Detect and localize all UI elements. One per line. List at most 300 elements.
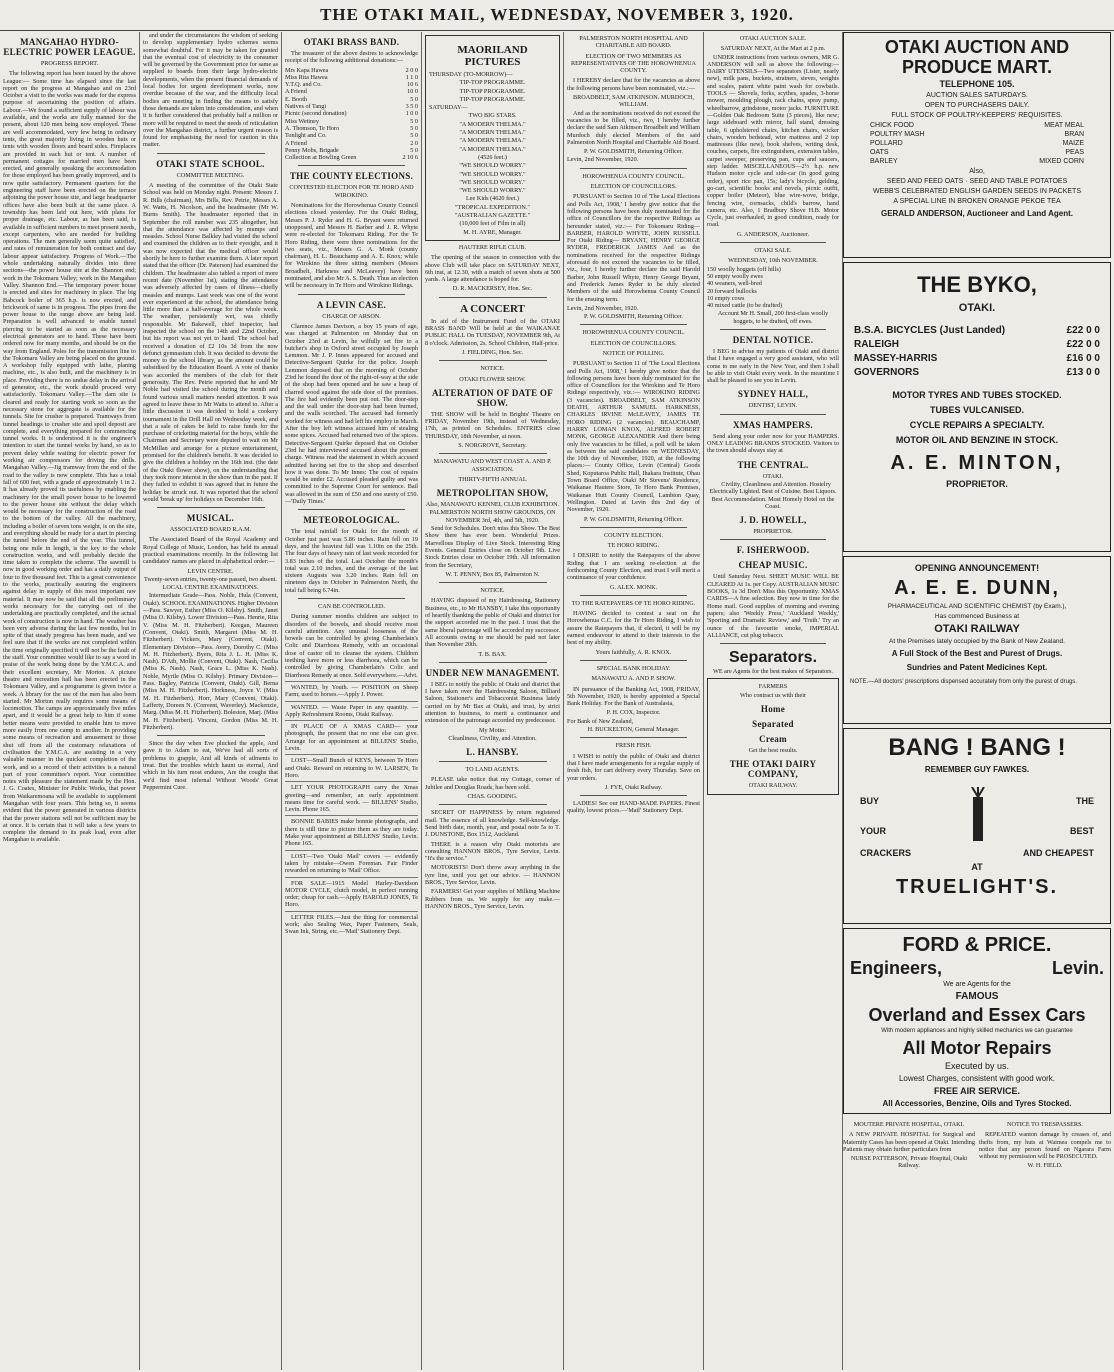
advert-headline: TRUELIGHT'S. [895,876,1059,898]
donation-amount: 5 0 [410,132,418,140]
donation-amount: 3 5 0 [405,103,418,111]
donation-amount: 5 0 [410,146,418,154]
classified-ad: FARMERS! Get your supplies of Milking Machine Rubbers from us. We supply for any make.—HANNON BROS., Tyre Service, Levin. [425,888,560,910]
donation-name: Collection at Bowling Green [285,154,357,162]
sale-item: 20 forward bullocks [707,287,757,295]
advert-line: TIP-TOP PROGRAMME. [459,79,526,87]
produce-row [870,130,1084,139]
advert-word: AND CHEAPEST [1022,848,1094,858]
advert-line: Executed by us. [944,1061,1010,1071]
classified-ad: BONNIE BABIES make bonnie photographs, and there is still time to picture them as they are today. Make your appointment at BILLENS' Studio, Levin. Phone 165. [285,815,418,847]
notice-date: Levin, 2nd November, 1920. [567,304,639,312]
advert-line: "TROPICAL EXPEDITION." [455,203,530,211]
classified-ad: IN PLACE OF A XMAS CARD— your photograph, the present that no one else can give. Arrange for an appointment at BILLENS' Studio, Levin. [285,720,418,752]
donation-row [285,88,418,95]
notice-sig: G. ALEX. MONK. [609,583,658,591]
sale-item: 50 empty woolly ewes [707,272,763,280]
classified-ad: WANTED, by Youth. — POSITION on Sheep Farm; used to horses.—Apply J. Power. [285,681,418,699]
notice-head: FRESH FISH. [615,742,652,750]
bicycle-price: £22 0 0 [1066,339,1100,350]
advert-line: With modern appliances and highly skilled mechanics we can guarantee [881,1028,1073,1034]
donation-amount: 1 0 0 [405,110,418,118]
notice-names: BROADBELT, SAM ATKINSON. MURDOCH, WILLIAM. [572,94,694,109]
bicycle-row [854,338,1100,352]
donation-name: Miss Wetiney [285,117,319,125]
notice-sig: W. H. FIELD. [1027,1162,1063,1170]
advert-line: All Accessories, Benzine, Oils and Tyres Stocked. [882,1099,1072,1108]
advert-sig: J. D. HOWELL, [739,515,807,526]
donation-amount: 1 1 0 [405,73,418,81]
notice-head: HOROWHENUA COUNTY COUNCIL. [582,172,685,180]
advert-line: AT [971,862,983,872]
firework-icon [958,787,998,845]
article-body: The total rainfall for Otaki for the month of October just past was 5.86 inches. Rain fell on 19 days, and the heaviest fall was 1.10in on the 25th. The four days of heavy rain of last week recorded for 3.83 inches of the total. Last October the month's total was 2.10 inches, and the average of the last sixteen Augusts was 3.20 inches. Rain fell on nineteen days in October in Palmerston North, the total fall being 6.74in. [285,528,418,594]
advert-headline: THE CENTRAL. [737,459,809,470]
donation-amount: 5 0 [410,95,418,103]
advert-line: Lowest Charges, consistent with good work. [898,1074,1056,1083]
notice-trespassers [979,1118,1111,1171]
donation-list [285,67,418,162]
article-headline: OTAKI BRASS BAND. [303,37,400,47]
advert-body: I BEG to notify the public of Otaki and district that I have taken over the Hairdressing Saloon, Billiard Saloon, Stationer's and Tobacconist Business lately carried on by Mr Bax at Otaki, and trust, by strict attention to business, to merit a continuance and extension of the patronage accorded my predecessor. [425,680,560,725]
advert-headline: BANG ! BANG ! [888,734,1066,761]
article-subhead: CHARGE OF ARSON. [322,312,381,320]
donation-row [285,110,418,117]
notice-head: OTAKI FLOWER SHOW. [459,375,526,383]
notice-sig: NURSE PATTERSON, Private Hospital, Otaki Railway. [850,1155,968,1170]
advert-line: Separated [752,719,794,729]
advert-truelight [843,728,1111,924]
donation-row [285,81,418,88]
advert-headline: SYDNEY HALL, [737,389,809,400]
donation-name: A Friend [285,139,307,147]
advert-headline: METROPOLITAN SHOW, [436,488,549,499]
notice-line: Account Mr H. Small, 200 first-class woolly hoggets, to be drafted, off ewes. [717,310,829,325]
donation-name: Mrs Kapa Hawea [285,66,329,74]
notice-subhead: NOTICE OF POLLING. [602,349,665,357]
notice-head: PALMERSTON NORTH HOSPITAL AND CHARITABLE AID BOARD. [579,35,688,50]
advert-body: WE are Agents for the best makes of Separators. [713,668,834,676]
advert-line: Has commenced Business at [934,613,1020,620]
notice-subhead: TE HORO RIDING. [607,542,660,550]
advert-headline: ALTERATION OF DATE OF SHOW. [431,387,554,408]
classified-ad: FOR SALE—1915 Model Harley-Davidson MOTOR CYCLE, clutch model, in perfect running order; cheap for cash.—Apply HAROLD JONES, Te Horo. [285,877,418,909]
bicycle-name: RALEIGH [854,339,899,350]
donation-row [285,103,418,110]
article-body: and under the circumstances the wisdom of seeking to develop supplementary hydro schemes seems somewhat doubtful. For it may be taken for granted that the eventual cost of electricity to the consumer will be governed by the Government price for same as supplied to boards from their large hydro-electric developments, when the present financial demands of local bodies for urgent development works, now overdue because of the war, and the difficulty local bodies are meeting in finding the means to satisfy those demands are taken into consideration, and when it is further considered that probably half a million or more will be required to meet the needs of reticulation over the Mangahao district, a further urgent reason is found for emphasising the need for caution in this matter. [143,32,278,149]
produce-item: BRAN [1064,131,1084,138]
produce-item: MAIZE [1062,140,1084,147]
sale-item: 150 woolly hoggets (off hills) [707,265,781,273]
notice-head: TO THE RATEPAYERS OF TE HORO RIDING. [571,599,696,607]
notice-body: I WISH to notify the public of Otaki and district that I have made arrangements for a regular supply of fresh fish, for cart delivery every Thursday. Save on your orders. [567,752,700,782]
advert-note: NOTE.—All doctors' prescriptions dispensed accurately from only the purest of drugs. [850,679,1077,685]
article-body: The following report has been issued by the above League:— Some time has elapsed since the last report on the progress at Mangahao and on 23rd October a visit to the works was made for the express purpose of ascertaining the position of affairs. Labour.—We found a sufficient supply of labour was available, and the works are fully manned for the present, about 120 men being now employed. These are well accommodated, very few being in ordinary tents, the great majority living in wooden huts or tents with wooden floors and board sides. Fireplaces are provided in each hut or tent. A number of permanent cottages for married men have been erected, and generally speaking the accommodation for those employed has been greatly improved, and is now quite satisfactory. Permanent quarters for the engineering staff have been erected on the terrace adjoining the power house site, and large headquarter offices have also been built at the same place. A township has been laid out here, with plans for proper drainage, etc. Labour, as has been said, is available in sufficient numbers to meet present needs, except carpenters, who are needed for building operations. The men generally seem quite satisfied, and rates of remuneration for both contract and day labour appear satisfactory. Progress of Work.—The whole undertaking naturally divides into three sections—the power house site at the Shannon end; work in the Tokomaru Valley; work in the Mangahao Valley. Shannon End.—The temporary power house is erected and sites for machinery in place. The big Babcock boiler of 365 h.p. is now erected, and brickwork of same is in progress. The pipes from the power house to the range above are being laid. Preparation is well advanced to enable tunnel piercing to be started as soon as the necessary electrical generators are to hand. These have been ordered now for many months, and should be on the way from England. Poles for the transmission line to the Tokomaru Valley are being placed on the ground. A workshop fully equipped with lathe, planing machine, etc., is also built, and the machinery is in place. Providing there is no undue delay in the arrival of generator, etc., the work should proceed very satisfactorily. Tokomaru Valley.—The dam site is cleared and ready for starting work so soon as the necessary stone for aggregate is available for the tunnels. Site for crusher is prepared. Tramways from tunnel headings to crusher site and spoil deposit are complete, and everything prepared for commencing tunnel works. It is understood it is the engineer's intention to start the tunnel works by hand, so as to prevent delay while waiting for electric power for working air compressors for driving the drills. Mangahao Valley.—Jig tramway from the end of the road to the valley is now complete. This has a total fall of 600 feet, with a grade of approximately 1 in 2. It has already proved its usefulness by enabling the machinery for the small power house to be lowered to the power house site without the delay which would be necessary for the construction of the road to the bottom of the valley. All the machinery, including a boiler of seven tons weight, is on the site, and everything should be ready for a start in piercing the tunnel before the end of the year. This tunnel, being one mile in length, is the key to the whole construction works, and will probably decide the time taken to complete the scheme. The sawmill is now in good working order and has a daily output of four to five thousand feet. This is a great convenience to the works, practically assuring the engineers against delay in supply of this most important raw material. It may now be said that all the preliminary works necessary for the carrying out of the undertaking are practically completed, and the actual work of construction is now in hand. The weather has been very adverse during the last few months, but in spite of that steady progress has been made, and we feel sure that if the works are not completed within the time originally specified it will not be the fault of the staff. Your committee would like to say a word in praise of the work being done by the Y.M.C.A. and their excellent secretary, Mr Morton. A picture theatre and recreation hall has been erected in the Tokomaru Valley, and a programme is given twice a week. A library for the use of the men has also been started. Mr Morton really requires some means of locomotion. The camps are approximately five miles apart, and it would be a great help to him if some better means were provided to enable him to move more easily from one camp to another. In providing some means of recreation and amusement to those shut off from all the customary relaxations of civilisation the Y.M.C.A. are assisting in a very valuable manner in the quickest completion of the work, and so a record of their activities is a natural part of your committee's report. Your committee notes with pleasure the statement made by the Hon. J. G. Coates, Minister for Public Works, that power from Waikaremoana will be available to supplement Mangahao with four years. This being so, it seems evident that the power generated in various districts that the power stations will not be sufficient may be at once. It is certain that it will take a few years to complete the demand to its peak load, even after Mangahao is available. [3,70,136,844]
column-6 [704,32,842,1370]
advert-ford-price [843,928,1111,1114]
advert-line: Sundries and Patent Medicines Kept. [906,663,1048,672]
article-body: The Associated Board of the Royal Academy and Royal College of Music, London, has held its annual practical examinations recently. In the following list candidates' names are placed in alphabetical order:— [143,536,278,566]
notice-head: NOTICE. [480,365,505,373]
notice-sig: P. W. GOLDSMITH, Returning Officer. [584,313,683,321]
notice-hospital [843,1118,975,1171]
bicycle-price: £13 0 0 [1066,367,1100,378]
column-2 [140,32,281,1370]
advert-line: "WE SHOULD WORRY." [459,162,526,170]
produce-item: CHICK FOOD [870,122,914,129]
classified-ad: SECRET OF HAPPINESS by return registered mail. The essence of all knowledge. Self-knowledge. Send birth date, month, year, and postal note 5s to T. J. DUNSTONE, Box 1512, Auckland. [425,809,560,839]
donation-name: A. Thomson, Te Horo [285,124,340,132]
advert-line: MOTOR TYRES AND TUBES STOCKED. [892,390,1062,400]
advert-headline: UNDER NEW MANAGEMENT. [425,667,560,678]
advert-line: FARMERS [758,683,788,691]
advert-line: "A MODERN THELMA." [459,129,526,137]
notice-sig: W. T. PENNY, Box 85, Palmerston N. [445,570,540,578]
advert-line: "WE SHOULD WORRY." [459,178,526,186]
advert-headline: A. E. MINTON, [890,452,1064,474]
bottom-notices [843,1118,1111,1171]
notice-head: TO LAND AGENTS. [465,766,520,774]
advert-line: We are Agents for the [943,981,1011,988]
advert-line: "A MODERN THELMA." [459,145,526,153]
notice-sig: P. H. COX, Inspector. [606,709,661,717]
advert-line: TIP-TOP PROGRAMME. [459,87,526,95]
advert-line: Also, [969,168,985,175]
notice-line: WEDNESDAY, 10th NOVEMBER. [728,257,818,265]
notice-sig: P. W. GOLDSMITH, Returning Officer. [584,515,683,523]
article-headline: OTAKI STATE SCHOOL. [156,158,265,169]
advert-pictures [425,35,560,241]
advert-auction-mart [843,32,1111,258]
advert-line: REMEMBER GUY FAWKES. [924,765,1030,774]
notice-body: And as the nominations received do not exceed the vacancies to be filled, viz., two, I hereby further declare the said Sam Atkinson Broadbelt and William Murdoch duly elected Members of the said Palmerston North Hospital and Charitable Aid Board. [567,109,700,146]
advert-line: M. H. AYRE, Manager. [463,228,522,236]
bicycle-row [854,352,1100,366]
donation-row [285,154,418,161]
donation-name: A Friend [285,88,307,96]
produce-item: PEAS [1065,149,1084,156]
advert-line [860,786,886,846]
donation-row [285,67,418,74]
notice-head: MANAWATU AND WEST COAST A. AND P. ASSOCIATION. [433,458,552,473]
advert-line: FREE AIR SERVICE. [933,1086,1021,1096]
article-headline: MUSICAL. [186,513,235,524]
advert-line: My Motto: [479,726,506,734]
advert-line: "WE SHOULD WORRY." [459,170,526,178]
advert-line: THIRTY-FIFTH ANNUAL [458,475,527,483]
notice-body: The opening of the season in connection with the above Club will take place on SATURDAY NEXT, 6th inst, at 12.30, with a match of seven shots at 500 yards. A large attendance is hoped for. [425,254,560,284]
produce-row [870,121,1084,130]
notice-head: HAUTERE RIFLE CLUB. [458,243,527,251]
notice-head: OTAKI AUCTION SALE. [739,35,807,42]
advert-headline: XMAS HAMPERS. [733,419,813,430]
advert-line: OPENING ANNOUNCEMENT! [914,563,1040,573]
notice-sig: J. FIELDING, Hon. Sec. [461,348,524,356]
advert-body: I BEG to advise my patients of Otaki and district that I have engaged a very good assistant, who will come to me early in the New Year, and then I shall be able to visit Otaki every week. In the meantime I shall be pleased to see you in Levin. [707,347,839,385]
notice-sig: P. W. GOLDSMITH, Returning Officer. [584,148,683,156]
advert-line: PALMERSTON NORTH SHOW GROUNDS, ON NOVEMBER 3rd, 4th, and 5th, 1920. [429,509,556,524]
notice-body: For Bank of New Zealand, [567,717,634,725]
notice-head: NOTICE. [480,587,505,595]
bicycle-price: £22 0 0 [1066,325,1100,336]
advert-line: Lee Kids (4620 feet.) [466,195,519,203]
article-subhead: PROGRESS REPORT. [40,60,99,67]
advert-word: CRACKERS [860,848,912,858]
section-label: LOCAL CENTRE EXAMINATIONS. [162,584,259,592]
advert-headline: Separators. [728,649,818,667]
notice-subhead: ELECTION OF TWO MEMBERS AS REPRESENTATIVES OF THE HOROWHENUA COUNTY. [570,52,697,75]
advert-line: TUBES VULCANISED. [929,405,1024,415]
classified-ad: LADIES! See our HAND-MADE PAPERS. Finest quality, lowest prices.—'Mail' Stationery Dept. [567,800,700,815]
advert-line: At the Premises lately occupied by the Bank of New Zealand. [889,638,1065,645]
advert-headline: A. E. E. DUNN, [894,577,1060,599]
donation-row [285,96,418,103]
classified-ad: WANTED. — Waste Paper in any quantity. — Apply Refreshment Rooms, Otaki Railway. [285,701,418,719]
donation-row [285,132,418,139]
notice-body: HAVING decided to contest a seat on the Horowhenua C.C. for the Te Horo Riding, I wish to assure the Ratepayers that, if elected, it will be my earnest endeavour to attend to their interests to the best of my ability. [567,610,700,647]
advert-body: Send along your order now for your HAMPERS. ONLY LEADING BRANDS STOCKED. Visitors to the town should always stay at [707,432,839,455]
produce-row [870,139,1084,148]
advert-line: (4526 feet.) [478,153,507,161]
notice-body: I HEREBY declare that for the vacancies as above the following persons have been nominated, viz.:— [567,77,700,92]
notice-head: SPECIAL BANK HOLIDAY. [596,664,671,672]
advert-line: OTAKI RAILWAY [934,623,1020,635]
article-subhead: ASSOCIATED BOARD R.A.M. [169,526,252,534]
produce-item: MEAT MEAL [1044,122,1084,129]
advert-sig: GERALD ANDERSON, Auctioneer and Land Agent. [880,209,1073,218]
advert-line: PHARMACEUTICAL AND SCIENTIFIC CHEMIST (by Exam.), [887,603,1067,610]
sale-item: 40 weaners, well-bred [707,280,762,288]
donation-name: Natives of Tangi [285,103,327,111]
produce-item: BARLEY [870,158,898,165]
advert-body: THE SHOW will be held in Brights' Theatre on FRIDAY, November 19th, instead of Wednesday, 17th, as printed on Schedules. ENTRIES close THURSDAY, 18th November, at noon. [425,410,560,440]
donation-row [285,140,418,147]
classified-ad: LOST—Two 'Otaki Mail' covers — evidently taken by mistake—Owen Foreman. Fair Finder rewarded on returning to 'Mail' Office. [285,850,418,875]
bicycle-name: MASSEY-HARRIS [854,353,938,364]
notice-head: COUNTY ELECTION. [604,531,663,539]
advert-line: Cleanliness, Civility, and Attention. [448,734,537,742]
notice-sig: D. R. MACKERSEY, Hon. Sec. [452,285,533,293]
bicycle-price-list [854,324,1100,380]
advert-line [1070,786,1094,846]
donation-row [285,74,418,81]
advert-line: Get the best results. [748,747,798,754]
advert-headline: MAORILAND PICTURES [457,44,528,68]
classified-ad: LETTER FILES.—Just the thing for commercial work; also Sealing Wax, Paper Fasteners, Seals, Swan Ink, String, etc.—'Mail' Stationery Dept. [285,911,418,936]
classified-ad: LET YOUR PHOTOGRAPH carry the Xmas greeting—and remember, an early appointment means time for careful work. — BILLENS' Studio, Levin. Phone 165. [285,781,418,813]
advert-line: SEED AND FEED OATS · SEED AND TABLE POTATOES [886,178,1068,185]
article-headline: A LEVIN CASE. [316,299,387,310]
notice-sig: S. NORGROVE, Secretary. [458,441,527,449]
donation-name: Miss Rita Hawea [285,73,328,81]
produce-item: OATS [870,149,889,156]
notice-body: A NEW PRIVATE HOSPITAL for Surgical and Maternity Cases has been opened at Otaki. Intending Patients may obtain further particulars from [843,1131,975,1153]
notice-body: I DESIRE to notify the Ratepayers of the above Riding that I am seeking re-election at the forthcoming County Election, and trust I will merit a continuance of your confidence. [567,552,700,582]
donation-amount: 10 0 [407,88,418,96]
donation-amount: 2 10 6 [402,154,418,162]
advert-line: Cream [759,734,787,744]
notice-body: PURSUANT to Section 11 of 'The Local Elections and Polls Act, 1908,' I hereby give notice that the following persons have been duly nominated for the office of Councillors for the Wirokino and Te Horo Ridings respectively, viz.:— WIROKINO RIDING (3 vacancies). BROADBELT, SAM ATKINSON DEATH, ARTHUR SAMUEL HARKNESS, CHARLES IRVINE McLEAVEY, JAMES TE HORO RIDING (2 vacancies). BEAUCHAMP, HARRY LOMAN KNOX, ALFRED ROBERT MONK, GEORGE ALEXANDER And there being only five vacancies to be filled, a poll will be taken as between the said candidates on WEDNESDAY, the 10th day of November, 1920, at the following places:— County Office, Levin (Central) Goods Shed, Koputaroa Public Hall, Ihakara Institute, Ohau Town Board Office, Otaki Mr Stevens' Residence, Waikanae Hautere Store, Te Horo Bank Premises, Waikanae Hutt County Council, Lambton Quay, Wellington. Dated at Levin this 2nd day of November, 1920. [567,360,700,514]
advert-line: OTAKI RAILWAY. [748,782,798,790]
donation-amount: 5 0 [410,124,418,132]
advert-line: FULL STOCK OF POULTRY-KEEPERS' REQUISITES. [891,112,1063,119]
advert-line: PROPRIETOR. [946,479,1008,489]
advert-line: "A MODERN THELMA." [459,137,526,145]
advert-word: Levin. [1051,958,1104,978]
advert-headline: A CONCERT [460,302,525,315]
advert-line: OTAKI. [762,472,784,480]
notice-head: MOUTERE PRIVATE HOSPITAL, OTAKI. [853,1121,965,1128]
bicycle-name: B.S.A. BICYCLES (Just Landed) [854,325,1006,336]
advert-body: Civility, Cleanliness and Attention. Hostelry Electrically Lighted. Best of Cuisine. Best Liquors. Best Accommodation. Most Homely Hotel on the Coast. [709,480,837,510]
notice-body: IN pursuance of the Banking Act, 1908, FRIDAY, 5th November, 1920, is hereby appointed a Special Bank Holiday. For the Bank of Australasia, [567,685,700,708]
advert-headline: Overland and Essex Cars [868,1005,1086,1025]
masthead: THE OTAKI MAIL, WEDNESDAY, NOVEMBER 3, 1920. [0,0,1114,31]
advert-body: UNDER instructions from various owners, MR G. ANDERSON will sell as above the following:— DAIRY UTENSILS—Two separators (Lister, nearly new), milk pans, buckets, strainers, sieves, weights and scales, patent white paint wash for cowbails. TOOLS — Shovels, forks, scythes, spades, 3-horse mower, moulding plough, rack chains, spray pump, wheelbarrow, grindstone, motor jacks. FURNITURE—Golden Oak Bedroom Suite (3 pieces), like new; large sideboard with mirror, hall stand, dressing table, 6 upholstered chairs, kitchen chairs, wicker chairs, wooden bedstead, wire mattress and 2 top mattresses (like new), book shelves, writing desk, couches, carpets, fire extinguishers, extension tables, carpet sweeper, preserving pan, cups and saucers, step ladder. MISCELLANEOUS—2½ h.p. new Hudson motor cycle and side-car (in good going order), sport rice pan, 15s; lady's bicycle, gelding, go-cart, scientific books and novels, picnic outfit, copper boiler (Meteor), blue wire-wove, bridge, fencing wire, cornsacks, child's barrow, hand camera, etc. Also, 1 Bradbury Shove H.B. Motor Cycle, just overhauled, in good condition, ready for road. [707,53,839,229]
section-label: LEVIN CENTRE. [187,567,234,575]
advert-word: YOUR [860,826,887,836]
right-advert-column [843,32,1111,1171]
advert-line: OTAKI. [958,302,996,314]
notice-sig: J. FYE, Otaki Railway. [604,783,663,791]
advert-line: TELEPHONE 105. [939,79,1015,89]
donation-amount: 10 6 [407,81,418,89]
advert-line: CYCLE REPAIRS A SPECIALTY. [909,420,1045,430]
advert-dairy [707,678,839,794]
donation-amount: 2 0 [410,139,418,147]
notice-date: Levin, 2nd November, 1920. [567,156,639,164]
produce-item: MIXED CORN [1039,158,1084,165]
notice-subhead: ELECTION OF COUNCILLORS. [590,339,677,347]
classified-ad: MOTORISTS! Don't throw away anything in the tyre line, until you get our advice. — HANNON BROS., Tyre Service, Levin. [425,864,560,887]
advert-line: AUCTION SALES SATURDAYS. [926,92,1028,99]
donation-amount: 2 0 0 [405,66,418,74]
classified-ad: THERE is a reason why Otaki motorists are consulting HANNON BROS., Tyre Service, Levin. "It's the service." [425,840,560,863]
notice-sig: T. B. BAX. [478,650,507,658]
donation-name: E. Booth [285,95,308,103]
advert-line: WEBB'S CELEBRATED ENGLISH GARDEN SEEDS IN PACKETS [872,188,1081,195]
sale-item: 40 mixed cattle (to be drafted) [707,302,783,310]
column-1 [0,32,139,1370]
notice-line: SATURDAY NEXT, At the Mart at 2 p.m. [720,45,826,53]
bicycle-row [854,366,1100,380]
column-4 [422,32,563,1370]
notice-sig: G. ANDERSON, Auctioneer. [736,230,810,238]
advert-line: "AUSTRALIAN GAZETTE." [454,212,531,220]
notice-sig: H. BUCKELTON, General Manager. [587,726,680,734]
article-headline: METEOROLOGICAL. [303,515,400,526]
advert-body: Until Saturday Next. SHEET MUSIC WILL BE CLEARED At 1s. per Copy. AUSTRALIAN MUSIC BOOKS, 1s 3d Don't Miss this Opportunity. XMAS CARDS—A fine selection. Buy now in time for the Home mail. Good supplies of morning and evening papers; also 'Weekly Press,' 'Auckland Weekly,' 'Sporting and Dramatic Review,' and 'Truth.' Try an ounce of the favourite smoke, IMPERIAL ALLIANCE, cut plug tobacco. [707,573,839,639]
advert-headline: CHEAP MUSIC. [738,560,808,571]
donation-row [285,118,418,125]
advert-headline: DENTAL NOTICE. [732,334,814,345]
article-body: Clarence James Davison, a boy 15 years of age, was charged at Palmerston on Monday that on October 23rd at Levin, he wilfully set fire to a butcher's shop in Oxford street occupied by Joseph Lemmon. Mr J. P. Innes appeared for accused and Detective-Sergeant Quirke for the police. Joseph Lemmon deposed that on the morning of October 23rd he found the door of the right-of-way at the side of the shop had been opened and he saw a heap of charred wood against the side door of the premises. The fire had evidently been put out. The door-step and the wall under the door-step had been burned, and the walls scorched. The accused had formerly worked for witness and had left his employ in March. After the boy left witness accused him of stealing some spices. Accused had returned two of the spices. Detective-Sergeant Quirke deposed that on October 23rd he had interviewed accused about the present charge. Witness read the statement in which accused admitted having set fire to the shop and described how it was done. To Mr Innes: The cost of repairs would be under £2. Accused pleaded guilty and was committed to the Supreme Court for sentence. Bail was allowed in the sum of £50 and one surety of £50.—'Daily Times.' [285,322,418,506]
advert-body: In aid of the Instrument Fund of the OTAKI BRASS BAND Will be held at the WAIKANAE PUBLIC HALL On TUESDAY, NOVEMBER 9th, At 8 o'clock. Admission, 2s. School Children, Half-price. [425,317,560,347]
advert-line: TWO BIG STARS. [468,112,517,120]
article-body: A meeting of the committee of the Otaki State School was held on Monday night. Present: Messrs J. R. Bills (chairman), Mrs Bills, Rev. Petrie, Messrs A. W. Watts, H. Nicolson, and the headmaster (Mr W. Burns Smith). The headmaster reported that in September the roll number was 235 altogether, but that the attendance was affected by mumps and measles. School Nurse Balkley had visited the school and examined the children as to their eyesight, and it was now expected that the medical officer would shortly be here to further examine them. A later report stated that the officer (Dr. Paterson) had examined the children. The headmaster also tabled a report of more recent date (November 1st), stating the attendance was adversely affected by cases of illness—chiefly measles and mumps. Last week was one of the worst ever experienced at the school, the attendance being little more than a half-average for the whole week. The weather, persistently wet, was chiefly responsible. Mr Bakewell, chief inspector, had inspected the school on the 14th and 22nd October, but his report was not yet to hand. The school had received a donation of £2 10s 3d from the now defunct gymnasium club. It was decided to devote the money to the school library, as the amount could be subsidised by the Education Board. A vote of thanks was accorded the members of the club for their generosity. The Rev. Petrie reported that he and Mr Noble had visited the school during the month and found various small matters needed attention. It was agreed to leave these to Mr Watts to attend to. After a little discussion it was decided to hold a cookery tournament in the Drill Hall on Wednesday week, and that a sale of cakes be held to raise funds for the purchase of cricketing material for the boys, while the Chairman and Secretary were deputed to wait on Mr McMillan and arrange for a picture entertainment, promised for the children's benefit. It was decided to give the children a holiday on the 16th inst. (the date of the Otaki flower show), on the understanding that they took more interest in the show than in the past. If they failed to exhibit it was agreed that in future the holiday be struck out. It was reported that the school would 'break up' for holidays on December 16th. [143,182,278,503]
advert-line: THURSDAY (TO-MORROW)— [429,71,513,78]
advert-line: "WE SHOULD WORRY." [459,187,526,195]
bicycle-row [854,324,1100,338]
advert-line: OPEN TO PURCHASERS DAILY. [924,102,1030,109]
advert-line: DENTIST, LEVIN. [748,402,798,410]
notice-head: HOROWHENUA COUNTY COUNCIL. [582,329,685,337]
donation-row [285,147,418,154]
article-body: Nominations for the Horowhenua County Council elections closed yesterday. For the Otaki Riding, Messrs P. J. Ryder and H. G. Bryant were returned unopposed, and Messrs H. Barber and J. R. Whyte were re-elected for Tokomaru Riding. For the Te Horo Riding, there were three nominations for the two seats, viz., Messrs G. A. Monk (county chairman), H. L. Beauchamp and A. E. Knox; while for Wirokino the three sitting members (Messrs Broadbelt, Harkness and McLeavey) have been nominated, and also Mr A. S. Death. Thus an election will be necessary in Te Horo and Wirokino Ridings. [285,202,418,290]
advert-line: A SPECIAL LINE IN BROKEN ORANGE PEKOE TEA [893,198,1061,205]
advert-line: PROPRIETOR. [753,528,793,536]
donation-row [285,125,418,132]
advert-word: Engineers, [850,958,943,978]
article-body: During summer months children are subject to disorders of the bowels, and should receive most careful attention. Any unusual looseness of the bowels can be controlled by giving Chamberlain's Colic and Diarrhoea Remedy, with an occasional dose of castor oil to cleanse the system. Children teething have more or less diarrhoea, which can be controlled by giving Chamberlain's Colic and Diarrhoea Remedy at once. Sold everywhere.—Advt. [285,613,418,679]
notice-sig: Yours faithfully, A. R. KNOX. [595,648,672,656]
sale-list [707,266,839,310]
notice-subhead: MANAWATU A. AND P. SHOW. [591,675,676,683]
advert-line: "A MODERN THELMA." [459,120,526,128]
advert-line: Also, MANAWATU KENNEL CLUB EXHIBITION. [425,501,560,509]
produce-row [870,157,1084,166]
notice-sig: CHAS. GOODING. [467,793,518,801]
column-3 [282,32,421,1370]
advert-headline: OTAKI AUCTION AND PRODUCE MART. [884,37,1070,77]
advert-line: (10,000 feet of Film in all) [459,220,526,228]
article-headline: MANGAHAO HYDRO-ELECTRIC POWER LEAGUE. [3,37,136,57]
advert-chemist [843,556,1111,724]
donation-name: Picnic (second donation) [285,110,347,118]
advert-headline: F. ISHERWOOD. [736,545,810,556]
sale-item: 10 empty cows [707,294,745,302]
donation-name: Tonlight and Co. [285,132,327,140]
bicycle-price: £16 0 0 [1066,353,1100,364]
advert-word: BEST [1069,826,1094,836]
article-subhead: CONTESTED ELECTION FOR TE HORO AND WIROKINO. [289,184,414,199]
donation-amount: 5 0 [410,117,418,125]
advert-line: Who contract us with their [740,691,806,699]
advert-body: Send for Schedules. Don't miss this Show. The Best Show there has ever been. Wonderful Prizes. Marvellous Display of Live Stock. Interesting Ring Events. General Entries close on October 9th. Live Stock Entries close on October 19th. All information from the Secretary, [425,525,560,569]
advert-byko [843,262,1111,552]
classified-ad: LOST—Small Bunch of KEYS, between Te Horo and Otaki. Reward on returning to W. LARSEN, Te Horo. [285,754,418,779]
article-subhead: COMMITTEE MEETING. [176,171,245,179]
advert-headline: FORD & PRICE. [902,934,1052,956]
advert-headline: THE BYKO, [917,272,1037,297]
advert-word: BUY [860,796,880,806]
notice-body: REPEATED wanton damage by creases of, and thefts from, my huts at Waimea compels me to notice that any person found on Ngarara Farm without my permission will be PROSECUTED. [979,1131,1111,1161]
notice-subhead: ELECTION OF COUNCILLORS. [590,183,677,191]
donation-name: Penny Mobs, Brigade [285,146,339,154]
advert-line: TIP-TOP PROGRAMME. [459,95,526,103]
donation-name: Y.T.Q. and Co. [285,81,322,89]
notice-head: OTAKI SALE. [754,247,792,255]
advert-line: FAMOUS [955,991,999,1002]
advert-verse: Since the day when Eve plucked the apple, And gave it to Adam to eat, We've had all sorts of problems to grapple, And all kinds of ailments to treat. But the troubles which haunt us eternal, And which in his turn most endures, Are the coughs that we'd find most infernal Without Woods' Great Peppermint Cure. [143,740,278,791]
advert-headline: THE OTAKI DAIRY COMPANY, [729,759,817,780]
exam-results: Intermediate Grade—Pass. Noble, Hula (Convent, Otaki). SCHOOL EXAMINATIONS. Higher Division—Pass. Sawyer, Esther (Miss O. Kilsby). Smith, Janet (Miss O. Kilsby). Lower Division—Pass. Henrie, Rita V. (Miss M. H. Fitzherbert). Keegan, Maureen (Convent, Otaki). Smith, Margaret (Miss M. H. Fitzherbert). Vickers, Mary (Convent, Otaki). Elementary Division—Pass. Avery, Dorothy C. (Miss M. H. Fitzherbert). Byers, Rita J. L. H. (Miss K. Nash). D'Ath, Mollie (Convent, Otaki). Nash, Cecilia (Miss K. Nash). Nash, Grace L. (Miss K. Nash). Noble, Myrtle (Miss O. Kilsby). Primary Division—Pass. Bagley, Patricia (Convent, Otaki). Gill, Berna (Miss M. H. Fitzherbert). Horkness, Joyce V. (Miss M. H. Fitzherbert). Horr, Mary (Convent, Otaki). Lafferty, Doreen N. (Convent, Waverley). Mackenzie, Marg. (Miss M. H. Fitzherbert). Boleston, Marj. (Miss M. H. Fitzherbert). Vincent, Gordon (Miss M. H. Fitzherbert). [143,592,278,731]
bicycle-name: GOVERNORS [854,367,920,378]
advert-line: Home [760,704,786,714]
article-body: The treasurer of the above desires to acknowledge receipt of the following additional donations:— [285,50,418,65]
produce-item: POLLARD [870,140,903,147]
classified-ads [285,681,418,936]
advert-word: THE [1076,796,1094,806]
produce-item: POULTRY MASH [870,131,925,138]
article-subhead: CAN BE CONTROLLED. [318,603,385,610]
notice-body: PLEASE take notice that my Cottage, corner of Jubilee and Douglas Roads, has been sold. [425,776,560,791]
advert-sig: L. HANSBY. [466,747,519,758]
section-text: Twenty-seven entries, twenty-one passed, two absent. [144,575,277,583]
advert-line: SATURDAY— [429,104,468,112]
advert-headline: All Motor Repairs [902,1038,1052,1058]
notice-body: PURSUANT to Section 10 of 'The Local Elections and Polls Act, 1908,' I hereby give notice that the following persons have been duly nominated for the office of Councillors for the respective Ridings as hereunder stated, viz.:— For Tokomaru Riding— BARBER, HAROLD WHYTE, JOHN RUSSELL For Otaki Riding— BRYANT, HENRY GEORGE RYDER, FREDERICK JAMES And as the nominations received for the respective Ridings aforesaid do not exceed the vacancies to be filled, viz., four, I hereby further declare the said Harold Barber, John Russell Whyte, Henry George Bryant, and Frederick James Ryder to be duly elected Members of the said Horowhenua County Council for the ensuing term. [567,193,700,303]
